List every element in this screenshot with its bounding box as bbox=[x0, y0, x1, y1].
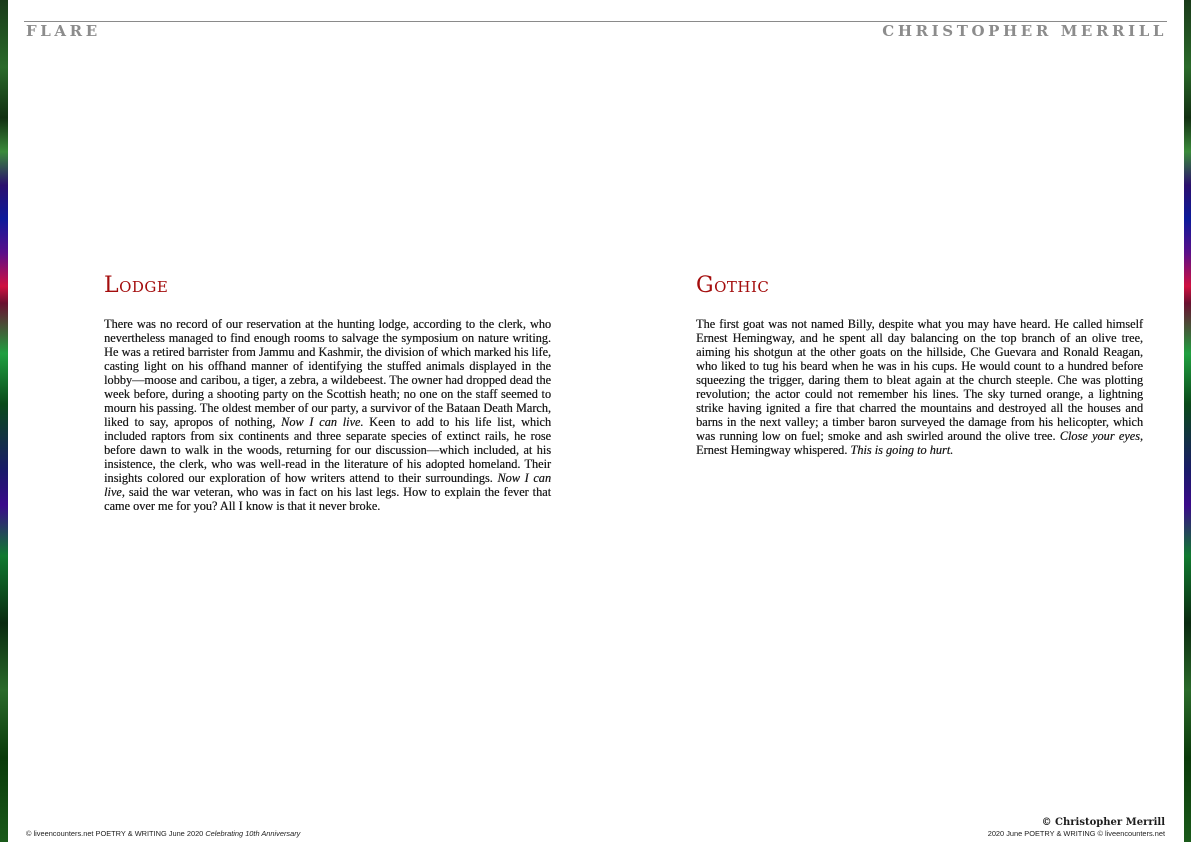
poem-lodge bbox=[104, 272, 551, 513]
book-title-header: FLARE bbox=[26, 22, 101, 40]
poem-text: There was no record of our reservation at the hunting lodge, according to the clerk, who nevertheless managed to find enough rooms to salvage the symposium on nature writing. He was a retired barrister from Jammu and Kashmir, the division of which marked his life, casting light on his offhand manner of identifying the stuffed animals displayed in the lobby—moose and caribou, a tiger, a zebra, a wildebeest. The owner had dropped dead the week before, during a shooting party on the Scottish heath; no one on the staff seemed to mourn his passing. The oldest member of our party, a survivor of the Bataan Death March, liked to say, apropos of nothing, bbox=[104, 317, 551, 429]
poem-italic-phrase: Close your eyes, bbox=[1059, 429, 1143, 443]
footer-left bbox=[26, 829, 300, 838]
poem-gothic bbox=[696, 272, 1143, 457]
poem-text: Ernest Hemingway whispered. bbox=[696, 443, 851, 457]
poem-text: The first goat was not named Billy, despite what you may have heard. He called himself Ernest Hemingway, and he spent all day balancing on the top branch of an olive tree, aiming his shotgun at the other goats on the hillside, Che Guevara and Ronald Reagan, who liked to tug his beard when he was in his cups. He would count to a hundred before squeezing the trigger, daring them to bleat again at the church steeple. Che was plotting revolution; the actor could not remember his lines. The sky turned orange, a lightning strike having ignited a fire that charred the mountains and destroyed all the houses and barns in the next valley; a timber baron surveyed the damage from his helicopter, which was running low on fuel; smoke and ash swirled around the olive tree. bbox=[696, 317, 1143, 443]
author-credit: © Christopher Merrill bbox=[1041, 817, 1165, 828]
author-header: CHRISTOPHER MERRILL bbox=[882, 22, 1167, 40]
poem-title: Gothic bbox=[696, 273, 770, 298]
decorative-left-strip bbox=[0, 0, 8, 842]
poem-italic-phrase: Now I can live, bbox=[104, 471, 551, 499]
poem-italic-phrase: Now I can live. bbox=[281, 415, 364, 429]
poem-body bbox=[696, 317, 1143, 457]
poem-text: said the war veteran, who was in fact on his last legs. How to explain the fever that came over me for you? All I know is that it never broke. bbox=[104, 485, 551, 513]
poem-text: Keen to add to his life list, which included raptors from six continents and three separate species of extinct rails, he rose before dawn to walk in the woods, returning for our discussion—which included, at his insistence, the clerk, who was well-read in the literature of his adopted homeland. Their insights colored our exploration of how writers attend to their surroundings. bbox=[104, 415, 552, 485]
poem-title: Lodge bbox=[104, 273, 169, 298]
footer-left-italic: Celebrating 10th Anniversary bbox=[205, 829, 301, 838]
decorative-right-strip bbox=[1184, 0, 1191, 842]
footer-right bbox=[988, 816, 1165, 839]
footer-left-text: © liveencounters.net POETRY & WRITING June 2020 bbox=[26, 829, 206, 838]
poem-italic-phrase: This is going to hurt. bbox=[850, 443, 954, 457]
footer-right-text: 2020 June POETRY & WRITING © liveencounters.net bbox=[987, 829, 1165, 838]
poem-body bbox=[104, 317, 551, 513]
